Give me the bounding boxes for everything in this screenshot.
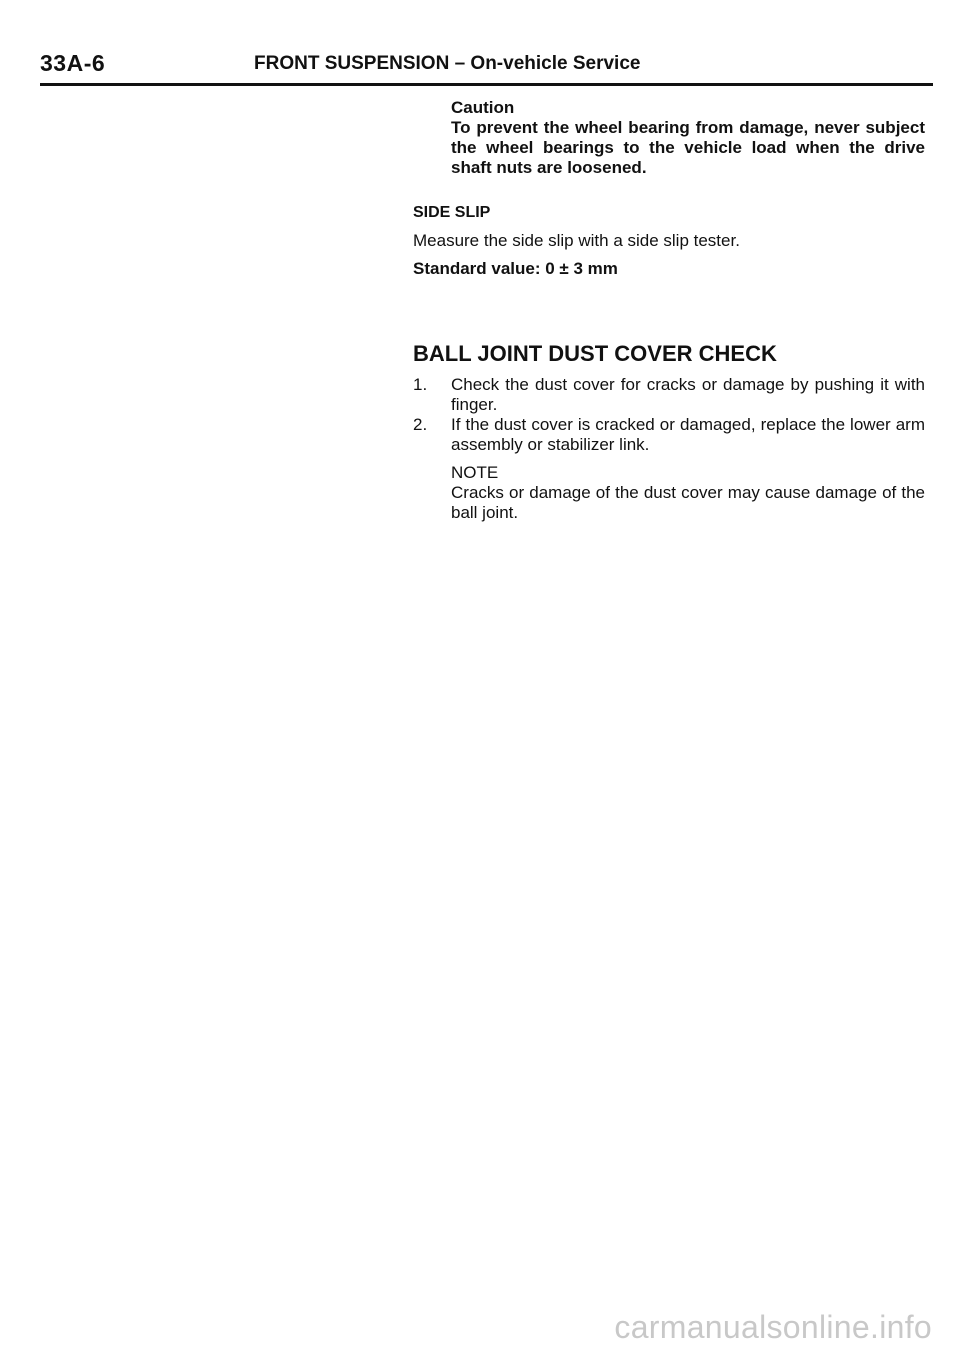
main-content: [413, 98, 925, 523]
caution-label: Caution: [451, 98, 515, 117]
step-number: 2.: [413, 415, 428, 434]
section-title: FRONT SUSPENSION – On-vehicle Service: [254, 53, 641, 74]
ball-joint-heading: BALL JOINT DUST COVER CHECK: [413, 341, 777, 366]
list-item: [413, 375, 925, 415]
side-slip-standard-value: Standard value: 0 ± 3 mm: [413, 259, 618, 278]
page-header: [40, 50, 930, 80]
side-slip-heading: SIDE SLIP: [413, 204, 491, 221]
step-number: 1.: [413, 375, 428, 394]
site-watermark: carmanualsonline.info: [614, 1309, 932, 1345]
note-block: [451, 463, 925, 523]
page-number: 33A-6: [40, 50, 106, 76]
step-text: If the dust cover is cracked or damaged, replace the lower arm assembly or stabilizer link.: [451, 415, 925, 454]
note-text: Cracks or damage of the dust cover may cause damage of the ball joint.: [451, 483, 925, 522]
side-slip-instruction: Measure the side slip with a side slip tester.: [413, 231, 740, 250]
list-item: [413, 415, 925, 455]
caution-block: [451, 98, 925, 178]
header-divider: [40, 83, 933, 86]
note-label: NOTE: [451, 463, 499, 482]
caution-text: To prevent the wheel bearing from damage, never subject the wheel bearings to the vehicle load when the drive shaft nuts are loosened.: [451, 118, 925, 177]
step-text: Check the dust cover for cracks or damage by pushing it with finger.: [451, 375, 925, 414]
ball-joint-steps: [413, 375, 925, 455]
